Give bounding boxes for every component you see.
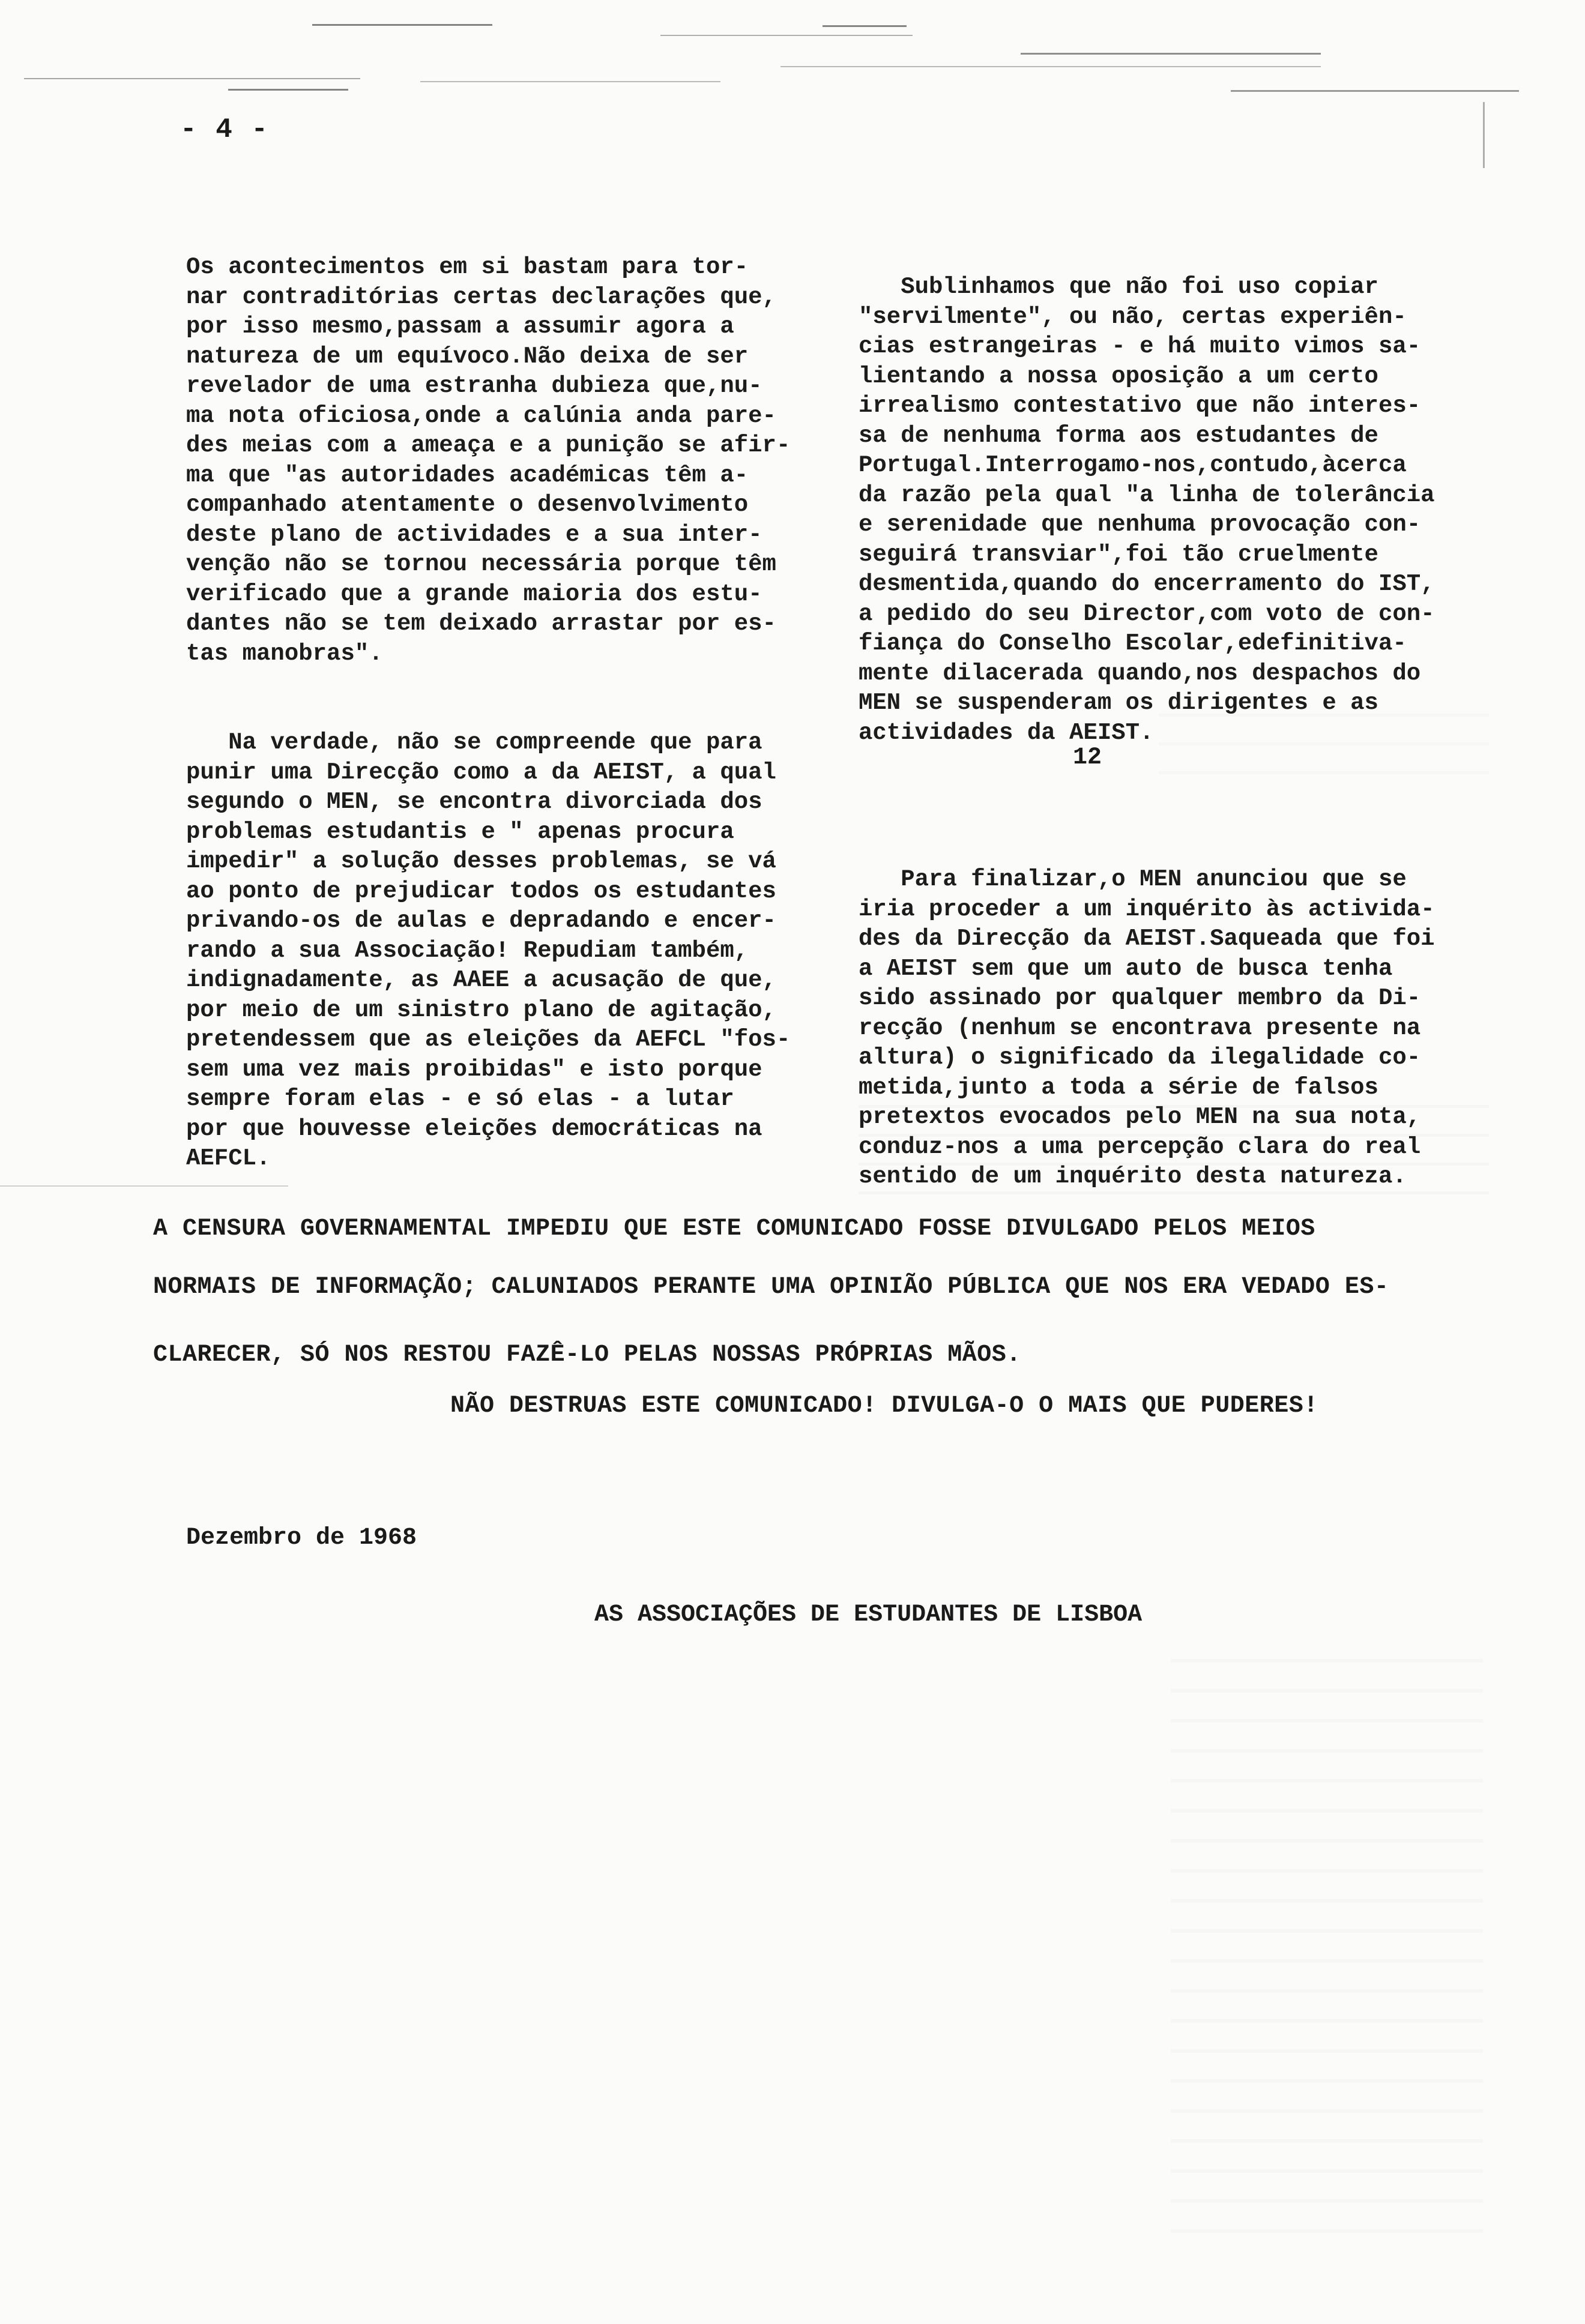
scan-artifact-line: [312, 24, 492, 26]
left-column: [186, 193, 799, 1233]
document-date: Dezembro de 1968: [186, 1525, 417, 1552]
page-number: - 4 -: [180, 114, 270, 145]
right-column-top: [859, 213, 1489, 807]
paragraph: Sublinhamos que não foi uso copiar "servilmente", ou não, certas experiên- cias estrangeiras - e há muito vimos sa- lientando a nossa oposição a um certo irrealismo contestativo que não interes- sa de nenhuma forma aos estudantes de Portugal.Interrogamo-nos,contudo,àcerca da razão pela qual "a linha de tolerância e serenidade que nenhuma provocação con- seguirá transviar",foi tão cruelmente desmentida,quando do encerramento do IST, a pedido do seu Director,com voto de con- fiança do Conselho Escolar,edefinitiva- mente dilacerada quando,nos despachos do MEN se suspenderam os dirigentes e as actividades da AEIST.: [859, 274, 1435, 746]
censorship-notice-line: CLARECER, SÓ NOS RESTOU FAZÊ-LO PELAS NOSSAS PRÓPRIAS MÃOS.: [153, 1341, 1021, 1368]
scan-artifact-line: [823, 25, 907, 27]
scan-artifact-line: [1021, 53, 1321, 55]
scan-artifact-line: [780, 66, 1321, 67]
censorship-notice-line: A CENSURA GOVERNAMENTAL IMPEDIU QUE ESTE COMUNICADO FOSSE DIVULGADO PELOS MEIOS: [153, 1215, 1315, 1242]
bleed-through-texture: [1171, 1645, 1483, 2233]
paragraph: Para finalizar,o MEN anunciou que se iria proceder a um inquérito às activida- des da Direcção da AEIST.Saqueada que foi a AEIST sem que um auto de busca tenha sido assinado por qualquer membro da Di- recção (nenhum se encontrava presente na altura) o significado da ilegalidade co- metida,junto a toda a série de falsos pretextos evocados pelo MEN na sua nota, conduz-nos a uma percepção clara do real sentido de um inquérito desta natureza.: [859, 866, 1435, 1190]
signature: AS ASSOCIAÇÕES DE ESTUDANTES DE LISBOA: [594, 1601, 1143, 1628]
scan-artifact-line: [24, 78, 360, 79]
distribution-appeal: NÃO DESTRUAS ESTE COMUNICADO! DIVULGA-O O MAIS QUE PUDERES!: [450, 1392, 1318, 1419]
right-column-bottom: [859, 805, 1489, 1251]
paragraph: Os acontecimentos em si bastam para tor- nar contraditórias certas declarações que, por isso mesmo,passam a assumir agora a natureza de um equívoco.Não deixa de ser revelador de uma estranha dubieza que,nu- ma nota oficiosa,onde a calúnia anda pare- des meias com a ameaça e a punição se afir- ma que "as autoridades académicas têm a- companhado atentamente o desenvolvimento deste plano de actividades e a sua inter- venção não se tornou necessária porque têm verificado que a grande maioria dos estu- dantes não se tem deixado arrastar por es- tas manobras".: [186, 254, 791, 667]
scan-artifact-line: [1483, 102, 1485, 168]
paragraph: Na verdade, não se compreende que para punir uma Direcção como a da AEIST, a qual segundo o MEN, se encontra divorciada dos problemas estudantis e " apenas procura impedir" a solução desses problemas, se vá ao ponto de prejudicar todos os estudantes privando-os de aulas e depradando e encer- rando a sua Associação! Repudiam também, indignadamente, as AAEE a acusação de que, por meio de um sinistro plano de agitação, pretendessem que as eleições da AEFCL "fos- sem uma vez mais proibidas" e isto porque sempre foram elas - e só elas - a lutar por que houvesse eleições democráticas na AEFCL.: [186, 729, 791, 1172]
scan-artifact-line: [228, 89, 348, 91]
censorship-notice-line: NORMAIS DE INFORMAÇÃO; CALUNIADOS PERANTE UMA OPINIÃO PÚBLICA QUE NOS ERA VEDADO ES-: [153, 1274, 1389, 1301]
scan-artifact-line: [1231, 90, 1519, 92]
section-number: 12: [1073, 744, 1102, 771]
scan-artifact-line: [660, 35, 913, 36]
scan-artifact-line: [420, 81, 720, 82]
